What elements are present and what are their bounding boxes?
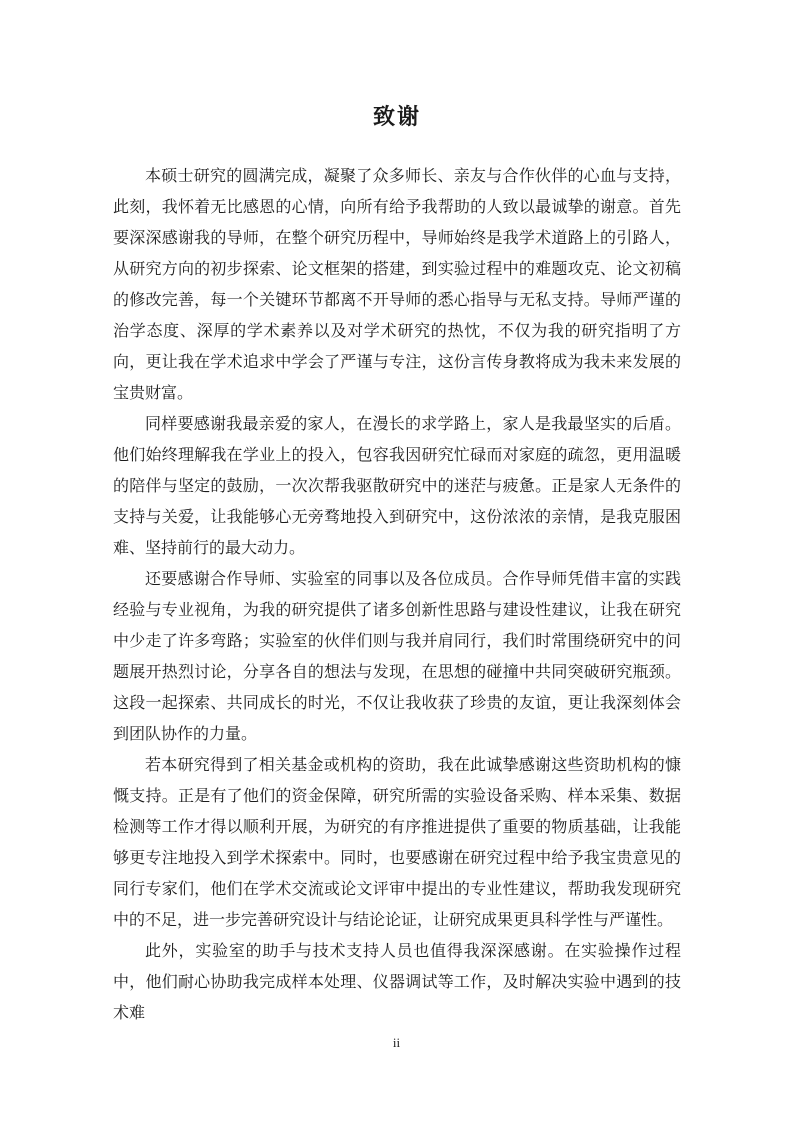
- paragraph-4: 若本研究得到了相关基金或机构的资助，我在此诚挚感谢这些资助机构的慷慨支持。正是有了他们的资金保障，研究所需的实验设备采购、样本采集、数据检测等工作才得以顺利开展，为研究的有序推进提供了重要的物质基础，让我能够更专注地投入到学术探索中。同时，也要感谢在研究过程中给予我宝贵意见的同行专家们，他们在学术交流或论文评审中提出的专业性建议，帮助我发现研究中的不足，进一步完善研究设计与结论论证，让研究成果更具科学性与严谨性。: [113, 757, 681, 929]
- document-body: [113, 161, 681, 1029]
- page-content: [113, 0, 681, 1029]
- page-title: 致谢: [372, 104, 421, 129]
- paragraph-2: 同样要感谢我最亲爱的家人，在漫长的求学路上，家人是我最坚实的后盾。他们始终理解我在学业上的投入，包容我因研究忙碌而对家庭的疏忽，更用温暖的陪伴与坚定的鼓励，一次次帮我驱散研究中的迷茫与疲惫。正是家人无条件的支持与关爱，让我能够心无旁骛地投入到研究中，这份浓浓的亲情，是我克服困难、坚持前行的最大动力。: [113, 416, 681, 557]
- page-number: ii: [392, 1035, 401, 1050]
- paragraph-5: 此外，实验室的助手与技术支持人员也值得我深深感谢。在实验操作过程中，他们耐心协助我完成样本处理、仪器调试等工作，及时解决实验中遇到的技术难: [113, 943, 681, 1022]
- paragraph-1: 本硕士研究的圆满完成，凝聚了众多师长、亲友与合作伙伴的心血与支持，此刻，我怀着无比感恩的心情，向所有给予我帮助的人致以最诚挚的谢意。首先要深深感谢我的导师，在整个研究历程中，导师始终是我学术道路上的引路人，从研究方向的初步探索、论文框架的搭建，到实验过程中的难题攻克、论文初稿的修改完善，每一个关键环节都离不开导师的悉心指导与无私支持。导师严谨的治学态度、深厚的学术素养以及对学术研究的热忱，不仅为我的研究指明了方向，更让我在学术追求中学会了严谨与专注，这份言传身教将成为我未来发展的宝贵财富。: [113, 168, 681, 402]
- paragraph-3: 还要感谢合作导师、实验室的同事以及各位成员。合作导师凭借丰富的实践经验与专业视角，为我的研究提供了诸多创新性思路与建设性建议，让我在研究中少走了许多弯路；实验室的伙伴们则与我并肩同行，我们时常围绕研究中的问题展开热烈讨论，分享各自的想法与发现，在思想的碰撞中共同突破研究瓶颈。这段一起探索、共同成长的时光，不仅让我收获了珍贵的友谊，更让我深刻体会到团队协作的力量。: [113, 571, 681, 743]
